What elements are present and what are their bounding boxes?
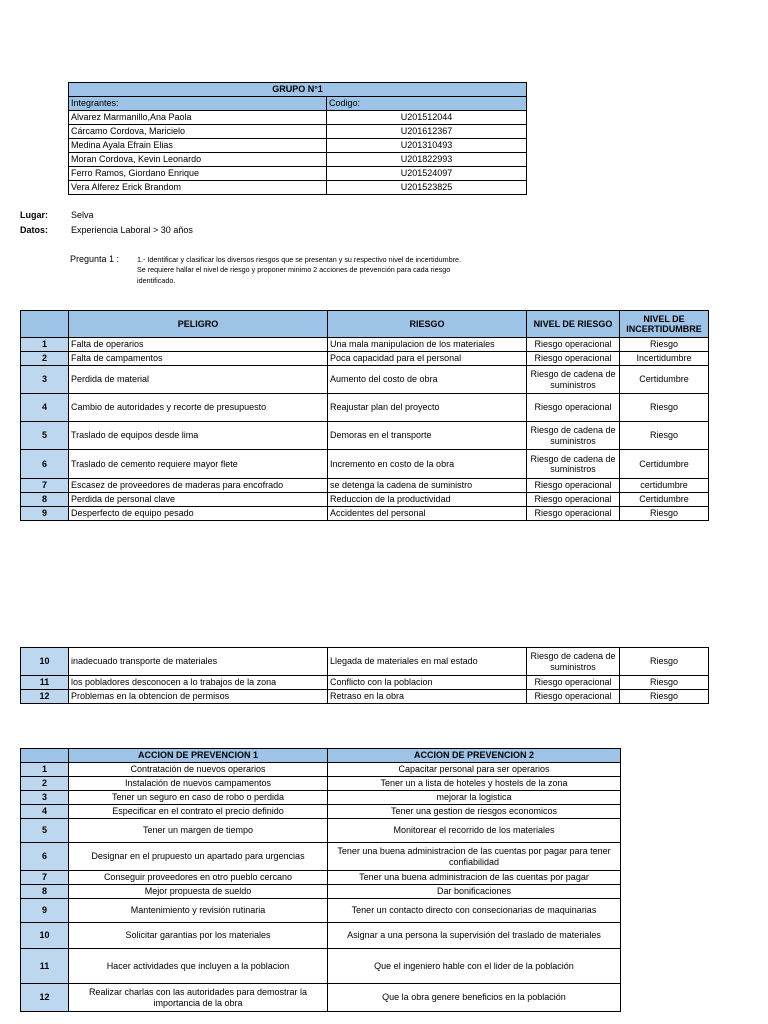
datos-label: Datos: [20,225,49,235]
table-row: 10 Solicitar garantias por los materiales Asignar a una persona la supervisión del traslado de materiales [21,923,621,949]
risk-header-riesgo: RIESGO [328,311,527,338]
member-row: Cárcamo Cordova, Maricielo U201612367 [69,125,527,139]
table-row: 1 Contratación de nuevos operarios Capacitar personal para ser operarios [21,763,621,777]
table-row: 7 Escasez de proveedores de maderas para encofrado se detenga la cadena de suministro Riesgo operacional certidumbre [21,479,709,493]
group-title: GRUPO N°1 [69,83,527,97]
table-row: 10 inadecuado transporte de materiales Llegada de materiales en mal estado Riesgo de cadena de suministros Riesgo [21,648,709,676]
member-row: Alvarez Marmanillo,Ana Paola U201512044 [69,111,527,125]
prevention-header-a1: ACCION DE PREVENCION 1 [69,749,328,763]
table-row: 2 Falta de campamentos Poca capacidad para el personal Riesgo operacional Incertidumbre [21,352,709,366]
table-row: 6 Traslado de cemento requiere mayor flete Incremento en costo de la obra Riesgo de cadena de suministros Certidumbre [21,450,709,479]
table-row: 5 Traslado de equipos desde lima Demoras en el transporte Riesgo de cadena de suministros Riesgo [21,422,709,450]
question-text: 1.- Identificar y clasificar los diversos riesgos que se presentan y su respectivo nivel de incertidumbre. Se requiere hallar el nivel de riesgo y proponer minimo 2 acciones de prevención para cada riesgo identificado. [137,255,461,285]
table-row: 12 Realizar charlas con las autoridades para demostrar la importancia de la obra Que la obra genere beneficios en la población [21,984,621,1012]
datos-value: Experiencia Laboral > 30 años [71,225,193,235]
table-row: 4 Especificar en el contrato el precio definido Tener una gestion de riesgos economicos [21,805,621,819]
risk-header-nivel: NIVEL DE RIESGO [527,311,620,338]
risk-table [20,310,709,521]
lugar-value: Selva [71,210,94,220]
risk-header-num [21,311,69,338]
group-table [68,82,527,195]
table-row: 1 Falta de operarios Una mala manipulacion de los materiales Riesgo operacional Riesgo [21,338,709,352]
table-row: 3 Tener un seguro en caso de robo o perdida mejorar la logistica [21,791,621,805]
table-row: 2 Instalación de nuevos campamentos Tener un a lista de hoteles y hostels de la zona [21,777,621,791]
risk-table-continued [20,647,709,704]
members-header: Integrantes: [69,97,327,111]
table-row: 9 Mantenimiento y revisión rutinaria Tener un contacto directo con consecionarias de maquinarias [21,899,621,923]
table-row: 4 Cambio de autoridades y recorte de presupuesto Reajustar plan del proyecto Riesgo operacional Riesgo [21,394,709,422]
member-row: Moran Cordova, Kevin Leonardo U201822993 [69,153,527,167]
table-row: 6 Designar en el prupuesto un apartado para urgencias Tener una buena administracion de las cuentas por pagar para tener confiabilidad [21,843,621,871]
question-label: Pregunta 1 : [70,254,120,264]
lugar-label: Lugar: [20,210,48,220]
risk-header-peligro: PELIGRO [69,311,328,338]
code-header: Codigo: [327,97,527,111]
prevention-header-num [21,749,69,763]
member-row: Ferro Ramos, Giordano Enrique U201524097 [69,167,527,181]
member-row: Vera Alferez Erick Brandom U201523825 [69,181,527,195]
table-row: 8 Perdida de personal clave Reduccion de la productividad Riesgo operacional Certidumbre [21,493,709,507]
risk-header-incert: NIVEL DE INCERTIDUMBRE [620,311,709,338]
prevention-table [20,748,621,1012]
table-row: 7 Conseguir proveedores en otro pueblo cercano Tener una buena administracion de las cuentas por pagar [21,871,621,885]
table-row: 12 Problemas en la obtencion de permisos Retraso en la obra Riesgo operacional Riesgo [21,690,709,704]
table-row: 3 Perdida de material Aumento del costo de obra Riesgo de cadena de suministros Certidumbre [21,366,709,394]
member-row: Medina Ayala Efrain Elias U201310493 [69,139,527,153]
table-row: 5 Tener un margen de tiempo Monitorear el recorrido de los materiales [21,819,621,843]
prevention-header-a2: ACCION DE PREVENCION 2 [328,749,621,763]
table-row: 11 los pobladores desconocen a lo trabajos de la zona Conflicto con la poblacion Riesgo operacional Riesgo [21,676,709,690]
table-row: 11 Hacer actividades que incluyen a la poblacion Que el ingeniero hable con el lider de la población [21,949,621,984]
table-row: 8 Mejor propuesta de sueldo Dar bonificaciones [21,885,621,899]
table-row: 9 Desperfecto de equipo pesado Accidentes del personal Riesgo operacional Riesgo [21,507,709,521]
